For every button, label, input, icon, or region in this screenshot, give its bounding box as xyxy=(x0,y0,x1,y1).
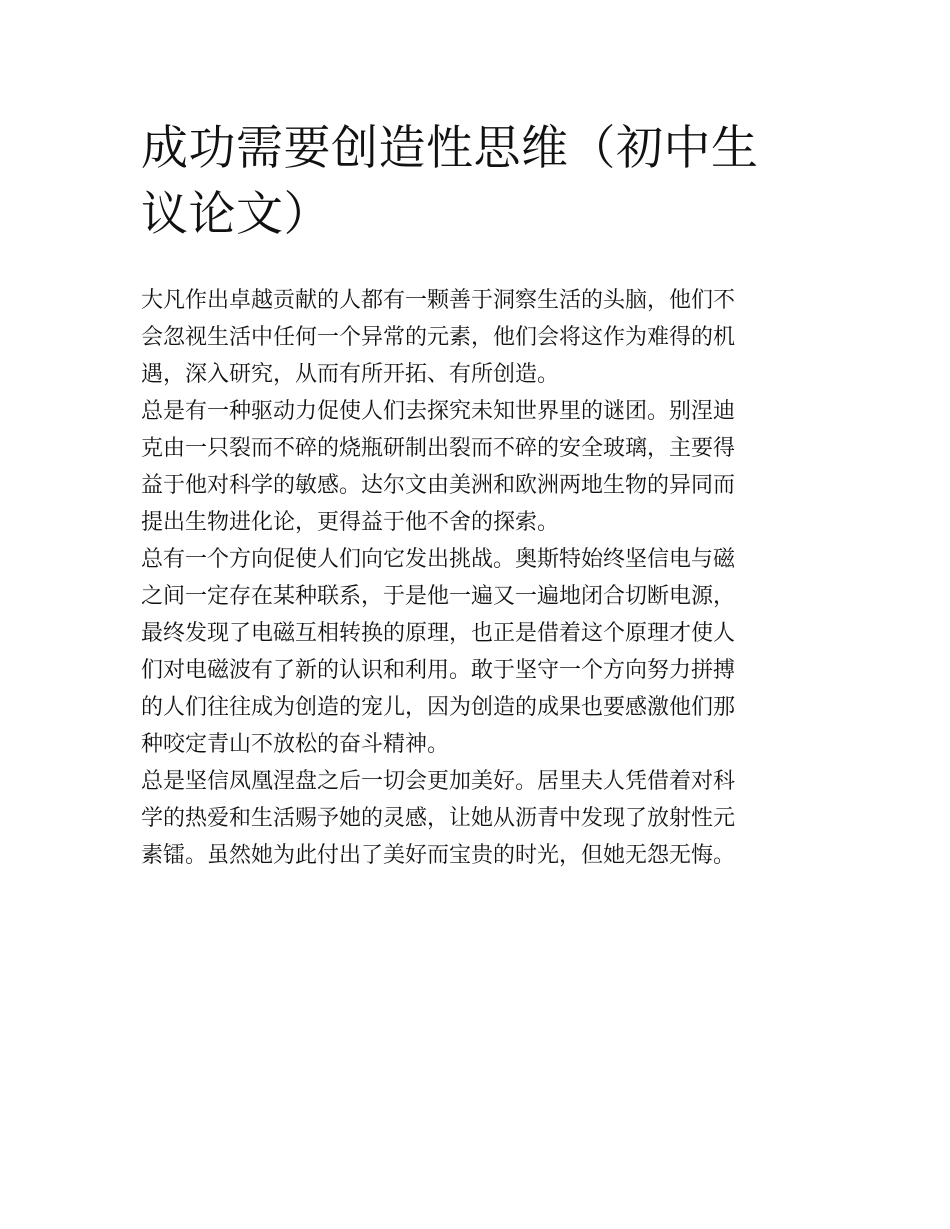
text-line: 最终发现了电磁互相转换的原理，也正是借着这个原理才使人 xyxy=(141,621,736,646)
page-title xyxy=(141,116,821,248)
text-line: 总是坚信凤凰涅盘之后一切会更加美好。居里夫人凭借着对科 xyxy=(141,769,736,794)
text-line: 益于他对科学的敏感。达尔文由美洲和欧洲两地生物的异同而 xyxy=(141,473,736,498)
paragraph-4 xyxy=(141,763,821,874)
text-line: 素镭。虽然她为此付出了美好而宝贵的时光，但她无怨无悔。 xyxy=(141,843,736,868)
text-line: 提出生物进化论，更得益于他不舍的探索。 xyxy=(141,510,560,535)
text-line: 遇，深入研究，从而有所开拓、有所创造。 xyxy=(141,362,560,387)
text-line: 种咬定青山不放松的奋斗精神。 xyxy=(141,732,450,757)
text-line: 的人们往往成为创造的宠儿，因为创造的成果也要感激他们那 xyxy=(141,695,736,720)
text-line: 总是有一种驱动力促使人们去探究未知世界里的谜团。别涅迪 xyxy=(141,399,736,424)
text-line: 会忽视生活中任何一个异常的元素，他们会将这作为难得的机 xyxy=(141,325,736,350)
text-line: 总有一个方向促使人们向它发出挑战。奥斯特始终坚信电与磁 xyxy=(141,547,736,572)
text-line: 大凡作出卓越贡献的人都有一颗善于洞察生活的头脑，他们不 xyxy=(141,288,736,313)
paragraph-1 xyxy=(141,282,821,393)
paragraph-2 xyxy=(141,393,821,541)
text-line: 们对电磁波有了新的认识和利用。敢于坚守一个方向努力拼搏 xyxy=(141,658,736,683)
paragraph-3 xyxy=(141,541,821,763)
title-line-2: 议论文） xyxy=(141,187,331,242)
article-body xyxy=(141,282,821,874)
text-line: 学的热爱和生活赐予她的灵感，让她从沥青中发现了放射性元 xyxy=(141,806,736,831)
text-line: 克由一只裂而不碎的烧瓶研制出裂而不碎的安全玻璃，主要得 xyxy=(141,436,736,461)
text-line: 之间一定存在某种联系，于是他一遍又一遍地闭合切断电源， xyxy=(141,584,736,609)
title-line-1: 成功需要创造性思维（初中生 xyxy=(141,121,759,176)
